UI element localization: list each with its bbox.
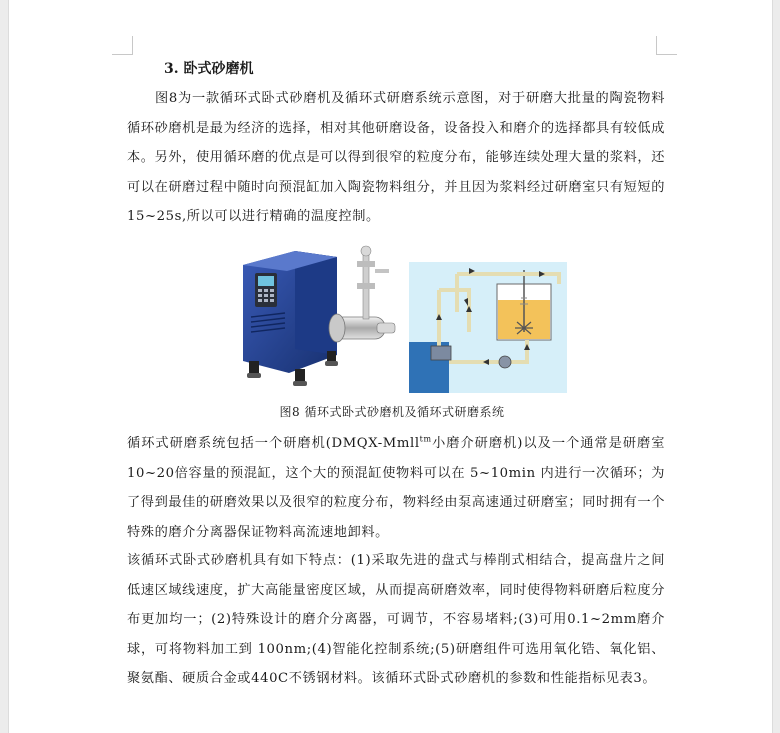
paragraph-intro: 图8为一款循环式卧式砂磨机及循环式研磨系统示意图，对于研磨大批量的陶瓷物料循环砂磨机是最为经济的选择，相对其他研磨设备，设备投入和磨介的选择都具有较低成本。另外，使用循环磨的优点是可以得到很窄的粒度分布，能够连续处理大量的浆料，还可以在研磨过程中随时向预混缸加入陶瓷物料组分，并且因为浆料经过研磨室只有短短的15~25s,所以可以进行精确的温度控制。	[127, 91, 665, 224]
trademark-superscript: tm	[419, 434, 432, 444]
paragraph-system	[127, 429, 665, 547]
crop-mark-top-left	[112, 36, 133, 55]
section-heading: 3. 卧式砂磨机	[164, 61, 254, 77]
paragraph-system-text-b: 小磨介研磨机)以及一个通常是研磨室10~20倍容量的预混缸，这个大的预混缸使物料可以在 5~10min 内进行一次循环；为了得到最佳的研磨效果以及很窄的粒度分布，物料经由泵高速通过研磨室；同时拥有一个特殊的磨介分离器保证物料高流速地卸料。	[127, 436, 666, 540]
figure-8	[237, 243, 567, 393]
crop-mark-top-right	[656, 36, 677, 55]
paragraph-system-text-a: 循环式研磨系统包括一个研磨机(DMQX-Mmll	[127, 436, 420, 451]
circulation-system-diagram	[409, 262, 567, 393]
sand-mill-photo	[237, 243, 402, 393]
figure-caption: 图8 循环式卧式砂磨机及循环式研磨系统	[279, 405, 505, 419]
document-page	[8, 0, 773, 733]
paragraph-features: 该循环式卧式砂磨机具有如下特点：(1)采取先进的盘式与棒削式相结合，提高盘片之间低速区域线速度，扩大高能量密度区域，从而提高研磨效率，同时使得物料研磨后粒度分布更加均一；(2)特殊设计的磨介分离器，可调节，不容易堵料;(3)可用0.1~2mm磨介球，可将物料加工到 100nm;(4)智能化控制系统;(5)研磨组件可选用氧化锆、氧化铝、聚氨酯、硬质合金或440C不锈钢材料。该循环式卧式砂磨机的参数和性能指标见表3。	[127, 553, 665, 686]
